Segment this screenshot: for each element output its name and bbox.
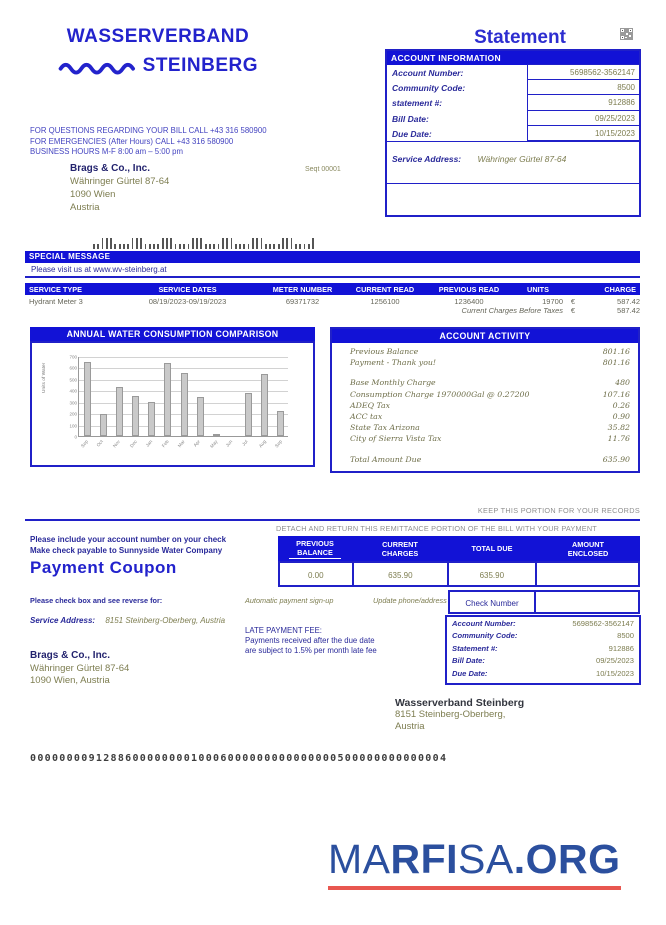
activity-row	[350, 455, 630, 466]
chart-x-tick-label: Oct	[95, 439, 105, 448]
service-table-data-row	[25, 295, 640, 306]
barcode-bar	[286, 238, 288, 249]
chart-y-tick-label: 500	[69, 377, 77, 383]
chart-bar	[213, 434, 220, 436]
footer-logo-part2: RFI	[390, 836, 459, 882]
chart-bar	[164, 363, 171, 436]
checkbox-note: Please check box and see reverse for:	[30, 596, 163, 605]
barcode-bar	[162, 238, 164, 249]
activity-row-value: 0.26	[612, 400, 630, 410]
barcode-bar	[256, 238, 258, 249]
chart-x-tick-label: Mar	[176, 439, 186, 449]
coupon-instruction-2: Make check payable to Sunnyside Water Company	[30, 545, 223, 555]
barcode-bar	[222, 238, 224, 249]
late-fee-title: LATE PAYMENT FEE:	[245, 626, 322, 635]
activity-row-spacer	[350, 446, 630, 455]
barcode-bar	[123, 244, 125, 249]
coupon-account-info-label: Statement #:	[452, 643, 498, 653]
coupon-account-info-value: 912886	[608, 643, 634, 653]
barcode-bar	[110, 238, 112, 249]
late-fee-line2: are subject to 1.5% per month late fee	[245, 646, 377, 655]
payment-coupon-title: Payment Coupon	[30, 558, 177, 577]
barcode-bar	[304, 244, 306, 249]
recipient-address-block	[70, 162, 169, 214]
barcode-bar	[145, 244, 147, 249]
barcode-bar	[119, 244, 121, 249]
remittance-value-cell: 0.00	[308, 571, 324, 580]
service-table-header-cell: METER NUMBER	[272, 284, 333, 294]
activity-row	[350, 347, 630, 358]
service-table-cell: 1256100	[370, 296, 400, 306]
activity-row-value: 480	[615, 378, 630, 388]
activity-row-label: Previous Balance	[350, 347, 419, 356]
chart-bar	[148, 402, 155, 436]
activity-row-label: Total Amount Due	[350, 454, 422, 464]
barcode-bar	[273, 244, 275, 249]
account-info-label: statement #:	[392, 98, 443, 109]
coupon-service-address	[30, 616, 225, 625]
detach-divider-line	[25, 519, 640, 521]
barcode-bar	[127, 244, 129, 249]
remittance-value-cell: 635.90	[447, 563, 535, 585]
recipient-street: Währinger Gürtel 87-64	[70, 176, 170, 187]
activity-row-label: State Tax Arizona	[350, 423, 420, 433]
wave-icon	[58, 58, 136, 75]
barcode-bar	[196, 238, 198, 249]
service-table-cell: 1236400	[454, 296, 484, 306]
chart-x-tick-label: Nov	[112, 439, 122, 449]
service-table-cell: 19700	[542, 296, 563, 306]
service-table-header-cell: SERVICE DATES	[158, 284, 217, 294]
coupon-account-info-row	[447, 656, 639, 668]
account-info-row	[387, 111, 639, 126]
barcode-bar	[269, 244, 271, 249]
barcode-bar	[282, 238, 284, 249]
chart-x-tick-label: Jan	[144, 439, 153, 448]
barcode-bar	[132, 238, 134, 249]
activity-row	[350, 401, 630, 412]
coupon-account-info-value: 5698562-3562147	[572, 619, 634, 628]
coupon-account-info-value: 8500	[617, 631, 634, 641]
activity-row-value: 635.90	[602, 454, 630, 464]
barcode-bar	[295, 244, 297, 249]
chart-x-tick-label: Feb	[160, 439, 170, 449]
account-activity-panel	[330, 327, 640, 473]
service-address-value: Währinger Gürtel 87-64	[477, 153, 567, 164]
coupon-account-info-value: 10/15/2023	[595, 668, 634, 678]
activity-row-value: 801.16	[602, 347, 630, 356]
activity-row-label: ADEQ Tax	[350, 400, 391, 410]
chart-x-tick-label: Apr	[192, 439, 202, 448]
coupon-account-info-row	[447, 669, 639, 681]
chart-y-tick-label: 300	[69, 400, 77, 406]
chart-x-tick-label: May	[209, 439, 219, 449]
remittance-header-underline	[289, 558, 341, 559]
activity-row-label: Consumption Charge 1970000Gal @ 0.27200	[350, 389, 530, 399]
barcode-bar	[170, 238, 172, 249]
barcode-bar	[93, 244, 95, 249]
contact-line-emergencies: FOR EMERGENCIES (After Hours) CALL +43 316 580900	[30, 136, 234, 146]
coupon-account-info-label: Due Date:	[452, 668, 488, 678]
chart-y-tick-label: 0	[74, 434, 77, 440]
chart-bar	[84, 362, 91, 436]
barcode-bar	[226, 238, 228, 249]
subtotal-currency: €	[570, 306, 576, 315]
account-info-value: 8500	[527, 79, 639, 95]
activity-row	[350, 358, 630, 369]
service-table-header-cell	[563, 283, 583, 295]
detach-instruction: DETACH AND RETURN THIS REMITTANCE PORTION OF THE BILL WITH YOUR PAYMENT	[276, 524, 597, 533]
footer-watermark-logo	[328, 836, 621, 890]
chart-y-tick-label: 400	[69, 388, 77, 394]
subtotal-value: 587.42	[617, 306, 640, 315]
coupon-instruction-1: Please include your account number on your check	[30, 535, 227, 544]
account-activity-header: ACCOUNT ACTIVITY	[332, 329, 638, 343]
barcode-bar	[299, 244, 301, 249]
activity-row-label: Base Monthly Charge	[350, 378, 436, 388]
subtotal-label: Current Charges Before Taxes	[461, 306, 563, 315]
payer-city: 1090 Wien, Austria	[30, 675, 110, 686]
activity-row-value: 11.76	[607, 434, 630, 444]
account-info-value: 5698562-3562147	[527, 64, 639, 80]
account-info-row	[387, 65, 639, 80]
service-table-header-cell: PREVIOUS READ	[438, 284, 500, 294]
postnet-barcode	[93, 236, 338, 249]
remittance-value-cell: 635.90	[352, 563, 447, 585]
coupon-account-info-row	[447, 644, 639, 656]
late-fee-line1: Payments received after the due date	[245, 636, 375, 645]
barcode-bar	[149, 244, 151, 249]
activity-row-value: 801.16	[602, 358, 630, 368]
activity-row	[350, 423, 630, 434]
account-info-rows	[387, 65, 639, 141]
statement-title: Statement	[474, 27, 566, 48]
coupon-instructions	[30, 535, 226, 556]
chart-x-tick-label: Aug	[257, 439, 267, 449]
account-info-label: Account Number:	[392, 68, 464, 78]
keep-portion-note: KEEP THIS PORTION FOR YOUR RECORDS	[477, 506, 640, 515]
barcode-bar	[308, 244, 310, 249]
chart-y-tick-label: 700	[69, 354, 77, 360]
company-logo	[58, 26, 258, 77]
barcode-bar	[200, 238, 202, 249]
recipient-name: Brags & Co., Inc.	[70, 163, 151, 174]
barcode-bar	[175, 244, 177, 249]
payee-address-block	[395, 697, 524, 733]
account-info-value: 10/15/2023	[527, 125, 639, 141]
account-info-label: Bill Date:	[392, 113, 429, 124]
recipient-city: 1090 Wien	[70, 189, 116, 200]
consumption-chart-panel	[30, 327, 315, 467]
barcode-bar	[248, 244, 250, 249]
remittance-header-cell	[448, 536, 536, 561]
option-automatic-payment: Automatic payment sign-up	[245, 596, 334, 605]
account-info-box	[385, 49, 641, 217]
service-table-cell: €	[570, 296, 576, 306]
barcode-bar	[252, 238, 254, 249]
barcode-bar	[239, 244, 241, 249]
coupon-account-info-label: Community Code:	[452, 631, 518, 641]
coupon-account-info-row	[447, 619, 639, 631]
account-info-value: 912886	[527, 94, 639, 110]
service-table-header-cell: UNITS	[527, 284, 549, 294]
barcode-bar	[136, 238, 138, 249]
remittance-header-text: TOTAL DUE	[471, 544, 513, 553]
barcode-bar	[291, 238, 293, 249]
remittance-header-cell	[352, 536, 448, 561]
chart-x-tick-label: Dec	[128, 439, 138, 449]
activity-row	[350, 434, 630, 445]
sequence-number: Seqt 00001	[305, 166, 341, 173]
barcode-bar	[183, 244, 185, 249]
activity-row-label: ACC tax	[350, 411, 383, 421]
barcode-bar	[153, 244, 155, 249]
company-name-line2: STEINBERG	[142, 55, 258, 76]
footer-logo-part3: SA	[458, 836, 514, 882]
activity-row-value: 0.90	[612, 411, 630, 421]
account-activity-rows	[332, 343, 638, 466]
coupon-account-info-value: 09/25/2023	[595, 656, 634, 666]
activity-row-label: Payment - Thank you!	[350, 358, 437, 368]
service-table-header-row	[25, 283, 640, 295]
barcode-bar	[213, 244, 215, 249]
barcode-bar	[231, 238, 233, 249]
chart-gridline	[79, 368, 288, 369]
contact-line-questions: FOR QUESTIONS REGARDING YOUR BILL CALL +43 316 580900	[30, 126, 267, 135]
chart-bar	[132, 396, 139, 436]
activity-row-value: 107.16	[602, 389, 630, 399]
barcode-bar	[166, 238, 168, 249]
barcode-bar	[179, 244, 181, 249]
chart-bar	[245, 393, 252, 436]
payee-country: Austria	[395, 721, 425, 732]
special-message-header: SPECIAL MESSAGE	[25, 251, 640, 263]
coupon-service-address-label: Service Address:	[30, 616, 96, 625]
chart-bar	[116, 387, 123, 436]
chart-bar	[277, 411, 284, 436]
special-message-text: Please visit us at www.wv-steinberg.at	[31, 265, 167, 274]
chart-bar	[100, 414, 107, 436]
payer-address-block	[30, 650, 129, 688]
service-table-cell: 08/19/2023-09/19/2023	[148, 296, 227, 306]
remittance-table-header-row	[278, 536, 640, 561]
service-charges-table	[25, 283, 640, 317]
account-info-row	[387, 95, 639, 110]
payer-name: Brags & Co., Inc.	[30, 650, 111, 661]
remittance-header-cell	[278, 536, 352, 561]
activity-row	[350, 378, 630, 389]
chart-x-tick-label: Jul	[240, 439, 249, 447]
barcode-bar	[114, 244, 116, 249]
barcode-bar	[265, 244, 267, 249]
footer-logo-part4: .ORG	[513, 836, 621, 882]
chart-bar	[197, 397, 204, 436]
barcode-bar	[106, 238, 108, 249]
chart-y-tick-label: 600	[69, 365, 77, 371]
footer-logo-underline	[328, 886, 621, 890]
check-number-input-box[interactable]	[536, 590, 640, 614]
remittance-header-cell	[536, 536, 640, 561]
barcode-bar	[192, 238, 194, 249]
account-info-label: Due Date:	[392, 128, 432, 139]
chart-plot-area	[69, 354, 288, 449]
activity-row-value: 35.82	[607, 423, 630, 433]
payee-name: Wasserverband Steinberg	[395, 697, 525, 709]
remittance-header-text: CURRENT CHARGES	[381, 539, 419, 558]
payee-street: 8151 Steinberg-Oberberg,	[395, 709, 506, 720]
service-table-header-cell: CHARGE	[604, 284, 636, 294]
special-message-section	[25, 251, 640, 278]
late-fee-notice	[245, 626, 377, 656]
coupon-account-info-label: Bill Date:	[452, 656, 485, 666]
barcode-bar	[209, 244, 211, 249]
barcode-bar	[278, 244, 280, 249]
activity-row-spacer	[350, 369, 630, 378]
service-address-label: Service Address:	[392, 153, 462, 164]
activity-row-label: City of Sierra Vista Tax	[350, 434, 442, 444]
amount-enclosed-cell[interactable]	[535, 563, 638, 585]
service-table-header-cell: SERVICE TYPE	[29, 284, 82, 294]
barcode-bar	[235, 244, 237, 249]
account-info-label: Community Code:	[392, 83, 466, 94]
chart-y-axis-label: Units of Water	[42, 362, 47, 393]
ocr-scan-line: 000000009128860000000010006000000000000000500000000000004	[30, 753, 448, 764]
coupon-account-info-label: Account Number:	[452, 619, 516, 628]
barcode-bar	[243, 244, 245, 249]
service-address-row	[387, 141, 639, 183]
contact-line-hours: BUSINESS HOURS M-F 8:00 am – 5:00 pm	[30, 147, 183, 156]
account-info-value: 09/25/2023	[527, 110, 639, 126]
chart-y-tick-label: 200	[69, 411, 77, 417]
bar-chart	[30, 341, 315, 467]
chart-x-tick-label: Sep	[80, 439, 90, 449]
activity-row	[350, 412, 630, 423]
service-table-cell: 69371732	[285, 296, 320, 306]
chart-x-tick-label: Sep	[273, 439, 283, 449]
coupon-account-info-row	[447, 631, 639, 643]
barcode-bar	[140, 238, 142, 249]
service-table-header-cell: CURRENT READ	[355, 284, 415, 294]
barcode-bar	[102, 238, 104, 249]
barcode-bar	[97, 244, 99, 249]
chart-x-tick-label: Jun	[225, 439, 234, 448]
remittance-header-text: AMOUNT ENCLOSED	[567, 539, 609, 558]
chart-title: ANNUAL WATER CONSUMPTION COMPARISON	[30, 327, 315, 341]
footer-logo-part1: MA	[328, 836, 391, 882]
remittance-header-text: PREVIOUS BALANCE	[296, 538, 334, 557]
account-info-header: ACCOUNT INFORMATION	[387, 51, 639, 65]
recipient-country: Austria	[70, 202, 100, 213]
account-info-row	[387, 80, 639, 95]
barcode-bar	[218, 244, 220, 249]
payer-street: Währinger Gürtel 87-64	[30, 662, 130, 674]
chart-bar	[261, 374, 268, 436]
company-name-line1: WASSERVERBAND	[66, 26, 250, 47]
service-table-cell: 587.42	[617, 296, 640, 306]
barcode-bar	[205, 244, 207, 249]
chart-gridline	[79, 357, 288, 358]
chart-bar	[181, 373, 188, 436]
contact-info	[30, 126, 267, 158]
qr-code-icon	[620, 28, 633, 40]
service-table-cell: Hydrant Meter 3	[29, 296, 83, 306]
barcode-bar	[261, 238, 263, 249]
activity-row	[350, 390, 630, 401]
remittance-table-value-row	[278, 561, 640, 587]
chart-y-tick-label: 100	[69, 423, 77, 429]
service-table-subtotal-row	[25, 306, 640, 317]
barcode-bar	[312, 238, 314, 249]
option-update-phone-address: Update phone/address	[373, 596, 447, 605]
barcode-bar	[157, 244, 159, 249]
account-info-row	[387, 126, 639, 141]
coupon-service-address-value: 8151 Steinberg-Oberberg, Austria	[105, 616, 226, 625]
check-number-label: Check Number	[448, 590, 536, 614]
coupon-account-info-box	[445, 615, 641, 685]
barcode-bar	[188, 244, 190, 249]
